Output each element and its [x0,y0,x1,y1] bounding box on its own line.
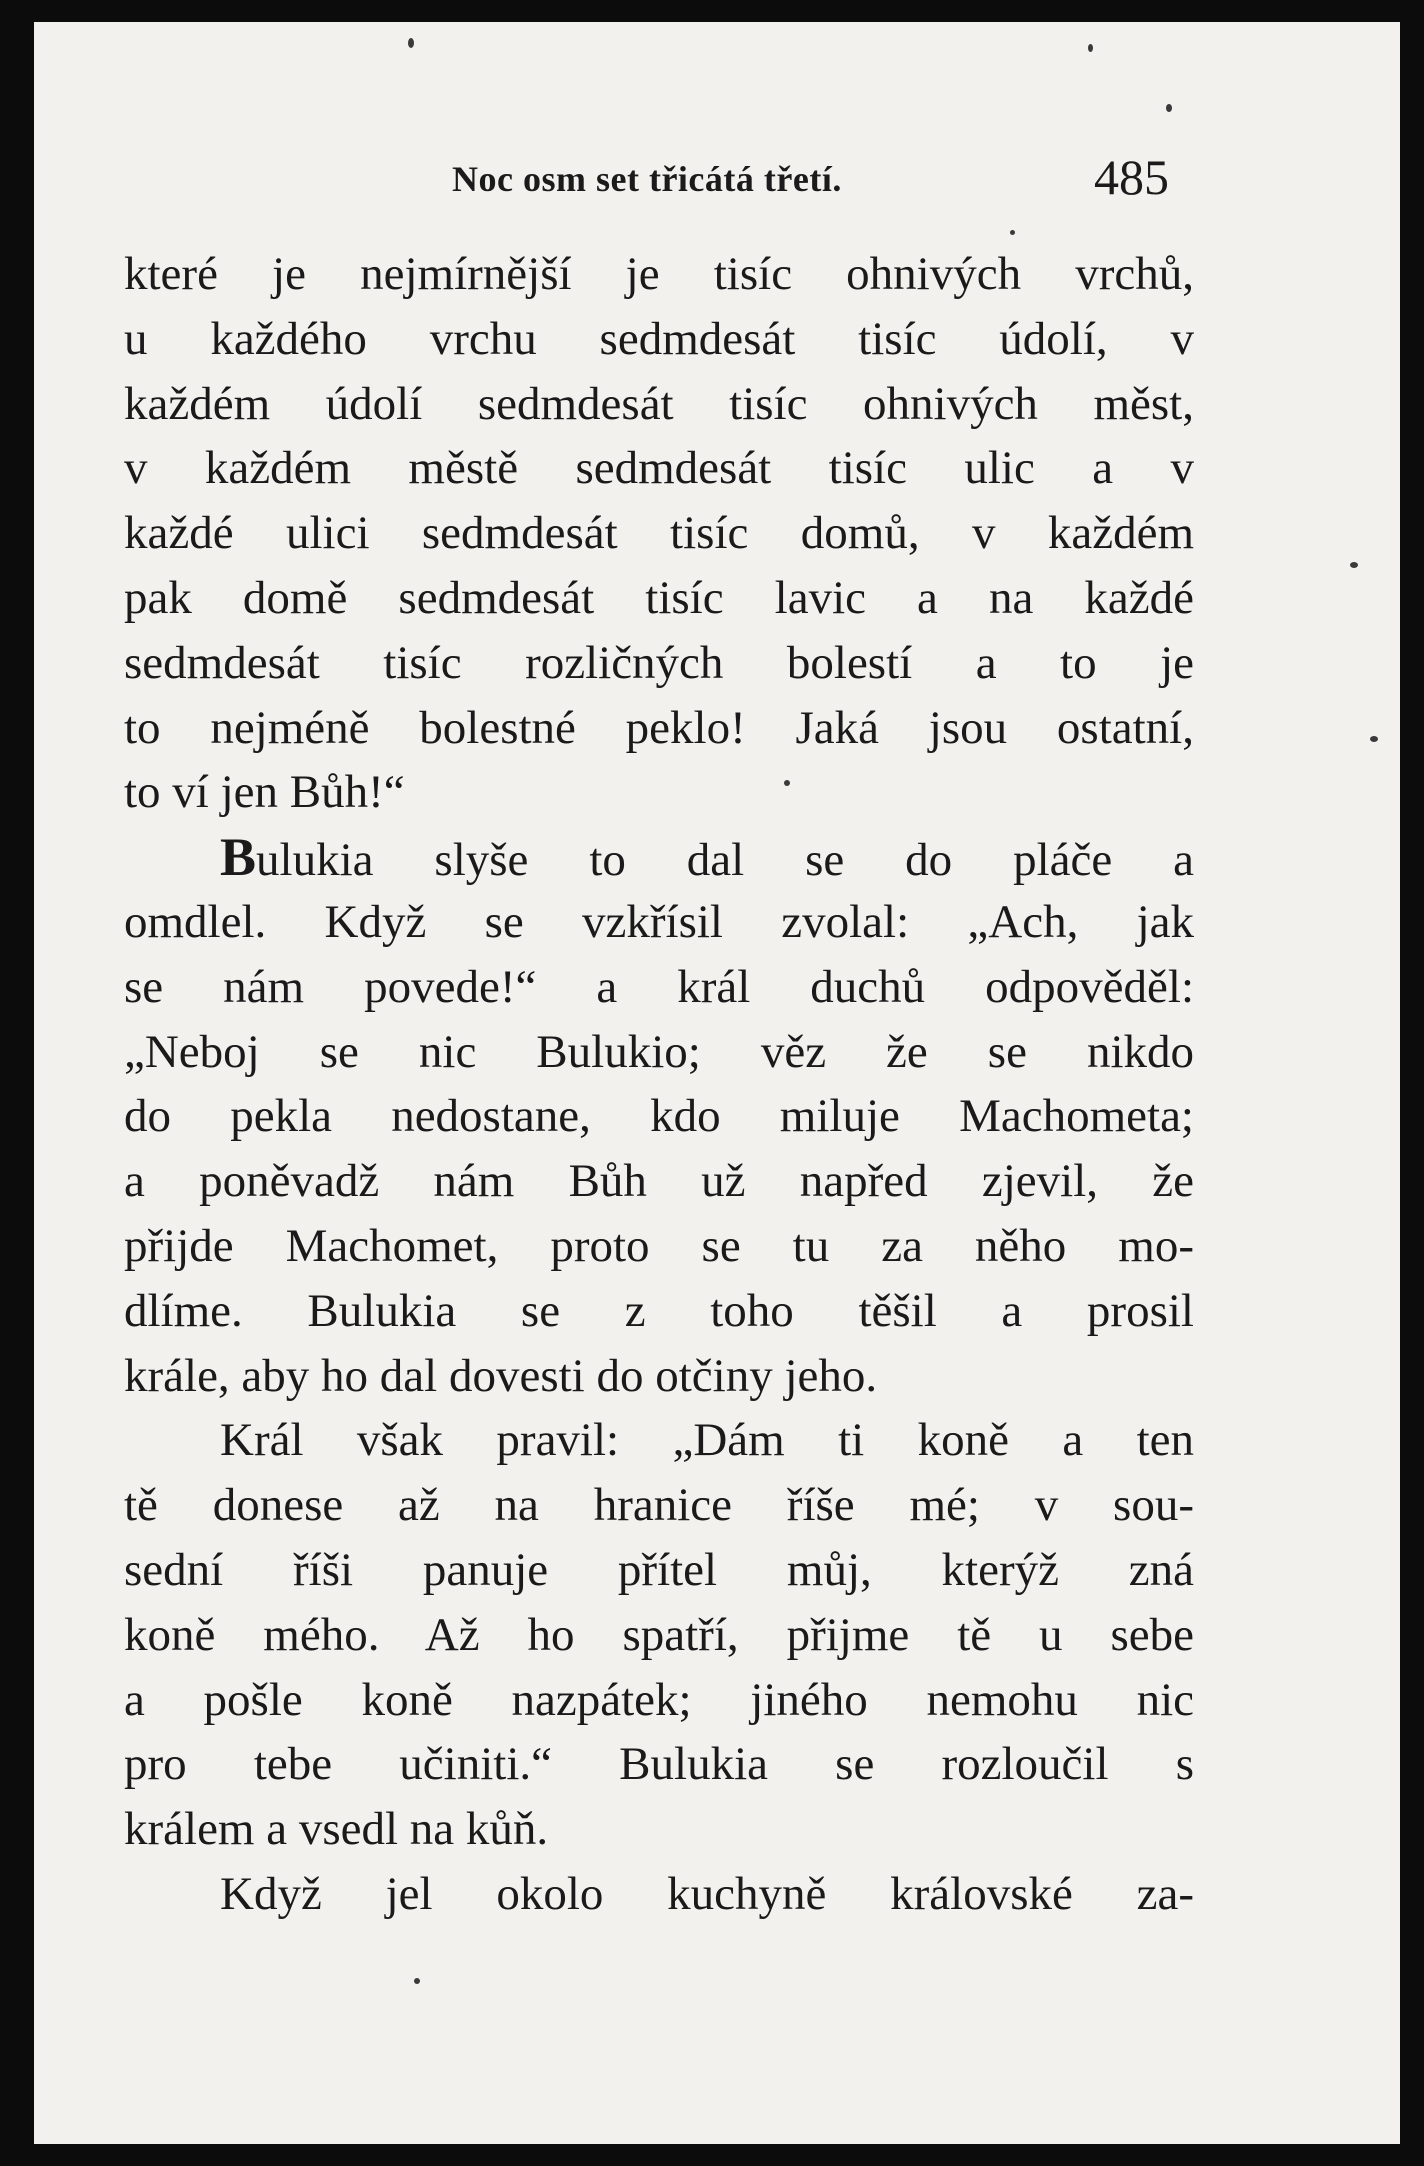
scan-speck [784,780,790,786]
text-line: přijde Machomet, proto se tu za něho mo- [124,1219,1194,1272]
text-line: to nejméně bolestné peklo! Jaká jsou ostatní, [124,701,1194,754]
text-line: koně mého. Až ho spatří, přijme tě u sebe [124,1608,1194,1661]
text-line-paragraph-start [124,825,1194,890]
text-line: každé ulici sedmdesát tisíc domů, v každém [124,507,1194,560]
text-line: tě donese až na hranice říše mé; v sou- [124,1479,1194,1532]
text-line: krále, aby ho dal dovesti do otčiny jeho. [124,1349,878,1402]
text-line: pak domě sedmdesát tisíc lavic a na každé [124,571,1194,624]
scan-speck [1370,736,1378,742]
body-text [124,242,1194,1927]
running-title: Noc osm set třicátá třetí. [452,159,842,199]
text-line: v každém městě sedmdesát tisíc ulic a v [124,442,1194,495]
text-line: a pošle koně nazpátek; jiného nemohu nic [124,1673,1194,1726]
drop-cap: B [220,827,257,888]
text-line: sedmdesát tisíc rozličných bolestí a to je [124,636,1194,689]
scan-speck [408,38,414,48]
book-page [34,22,1400,2144]
text-line: každém údolí sedmdesát tisíc ohnivých měst, [124,377,1194,430]
scan-speck [1010,230,1015,235]
scan-speck [1350,562,1358,568]
page-number: 485 [1094,149,1169,205]
text-line-paragraph-start: Když jel okolo kuchyně královské za- [220,1867,1194,1920]
text-line: se nám povede!“ a král duchů odpověděl: [124,960,1194,1013]
text-line: do pekla nedostane, kdo miluje Machometa; [124,1090,1194,1143]
text-line-paragraph-start: Král však pravil: „Dám ti koně a ten [220,1414,1194,1467]
text-line-rest: ulukia slyše to dal se do pláče a [256,834,1194,887]
text-line: králem a vsedl na kůň. [124,1803,549,1856]
scan-speck [1166,104,1172,112]
text-line: „Neboj se nic Bulukio; věz že se nikdo [124,1025,1194,1078]
page-header [34,148,1400,212]
text-line: sední říši panuje přítel můj, kterýž zná [124,1543,1194,1596]
text-line: omdlel. Když se vzkřísil zvolal: „Ach, jak [124,895,1194,948]
text-line: to ví jen Bůh!“ [124,766,405,819]
text-line: které je nejmírnější je tisíc ohnivých vrchů, [124,248,1194,300]
text-line: dlíme. Bulukia se z toho těšil a prosil [124,1284,1194,1337]
text-line: u každého vrchu sedmdesát tisíc údolí, v [124,312,1194,365]
scan-speck [414,1978,420,1984]
text-line: pro tebe učiniti.“ Bulukia se rozloučil s [124,1738,1194,1791]
text-line: a poněvadž nám Bůh už napřed zjevil, že [124,1155,1194,1208]
scan-speck [1088,44,1093,52]
